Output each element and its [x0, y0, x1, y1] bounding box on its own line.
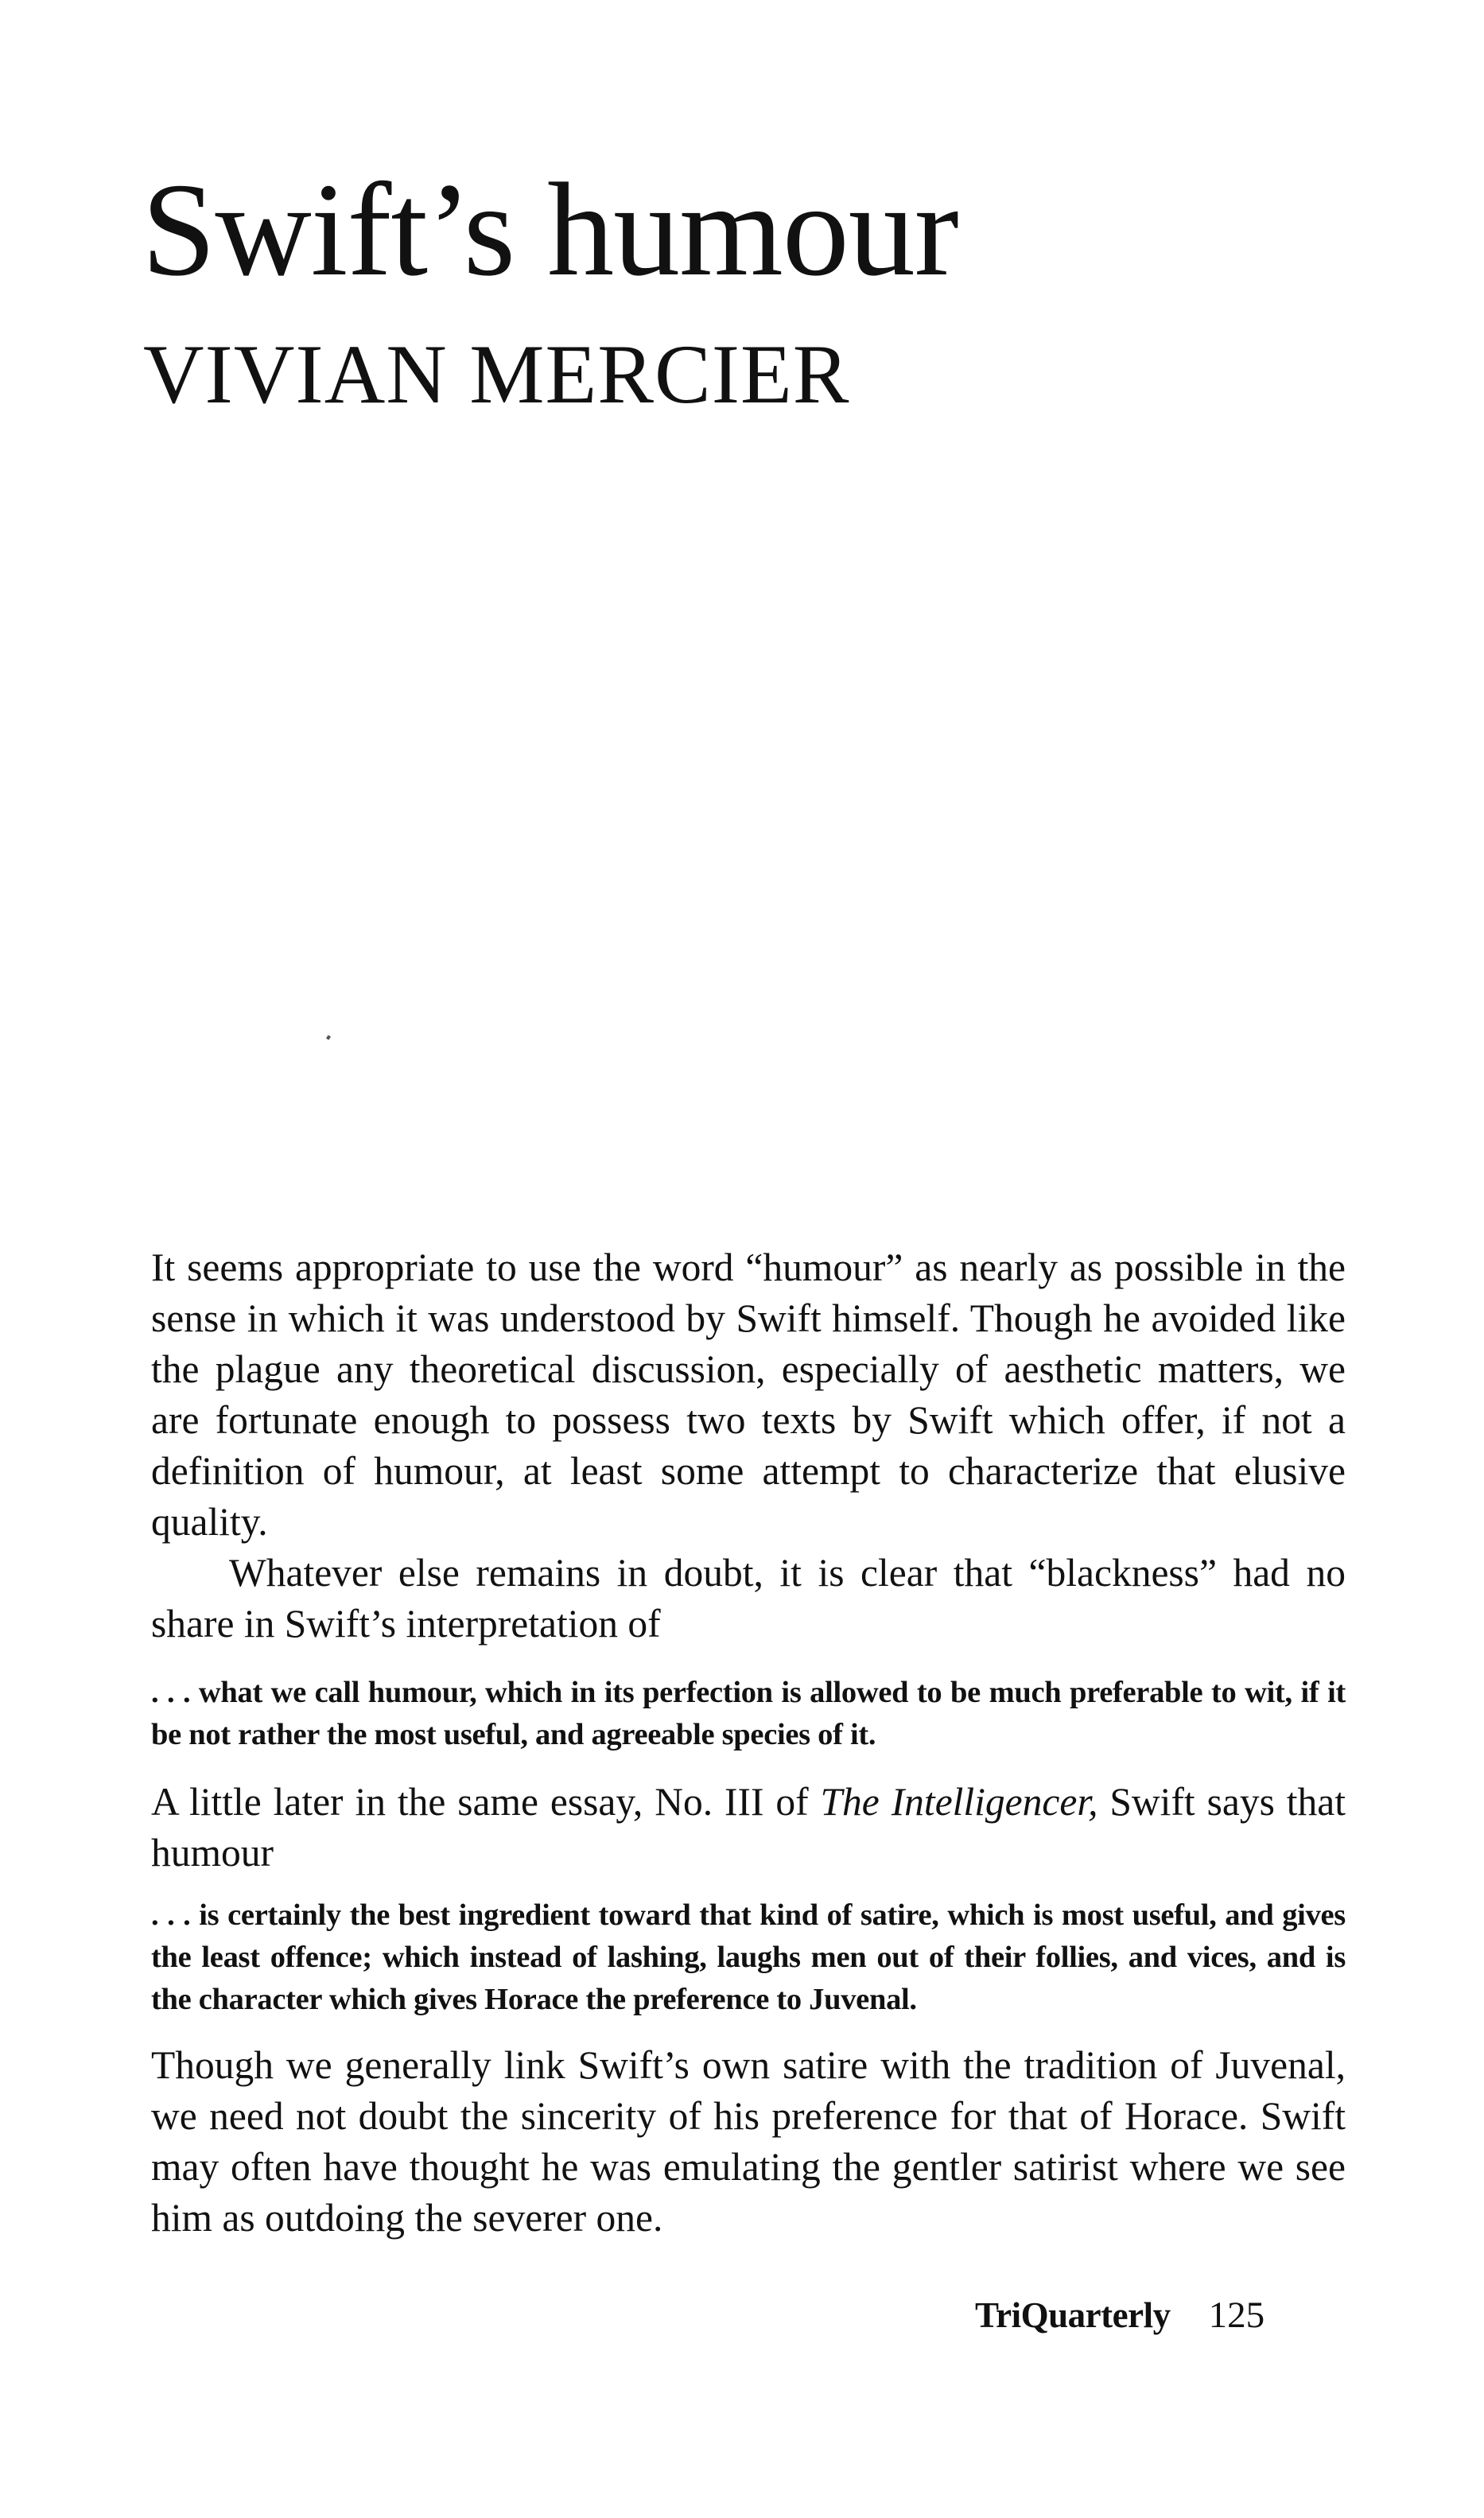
page-number: 125 [1208, 2295, 1265, 2336]
block-quote-satire: . . . is certainly the best ingredient toward that kind of satire, which is most useful, and gives the least offence; which instead of lashing, laughs men out of their follies, and vices, and is the character which gives Horace the preference to Juvenal. [151, 1898, 1346, 2016]
article-title: Swift’s humour [142, 156, 958, 304]
paragraph-intelligencer-tail: Swift says that humour [151, 1780, 1346, 1875]
paragraph-juvenal-horace: Though we generally link Swift’s own satire with the tradition of Juvenal, we need not doubt the sincerity of his preference for that of Horace. Swift may often have thought he was emulating the gentler satirist where we see him as outdoing the severer one. [151, 2043, 1346, 2240]
print-speck [326, 1035, 331, 1039]
paragraph-intelligencer-lead: A little later in the same essay, No. III of [151, 1780, 821, 1824]
paragraph-intelligencer [151, 1777, 1346, 1879]
paragraph-intro: It seems appropriate to use the word “humour” as nearly as possible in the sense in which it was understood by Swift himself. Though he avoided like the plague any theoretical discussion, especially of aesthetic matters, we are fortunate enough to possess two texts by Swift which offer, if not a definition of humour, at least some attempt to characterize that elusive quality. [151, 1245, 1346, 1544]
page-footer [975, 2297, 1265, 2334]
paragraph-blackness: Whatever else remains in doubt, it is clear that “blackness” had no share in Swift’s interpretation of [151, 1551, 1346, 1646]
intelligencer-title: The Intelligencer, [820, 1780, 1098, 1824]
block-quote-humour: . . . what we call humour, which in its perfection is allowed to be much preferable to wit, if it be not rather the most useful, and agreeable species of it. [151, 1676, 1346, 1751]
article-author: VIVIAN MERCIER [143, 328, 850, 421]
journal-name: TriQuarterly [975, 2295, 1171, 2335]
